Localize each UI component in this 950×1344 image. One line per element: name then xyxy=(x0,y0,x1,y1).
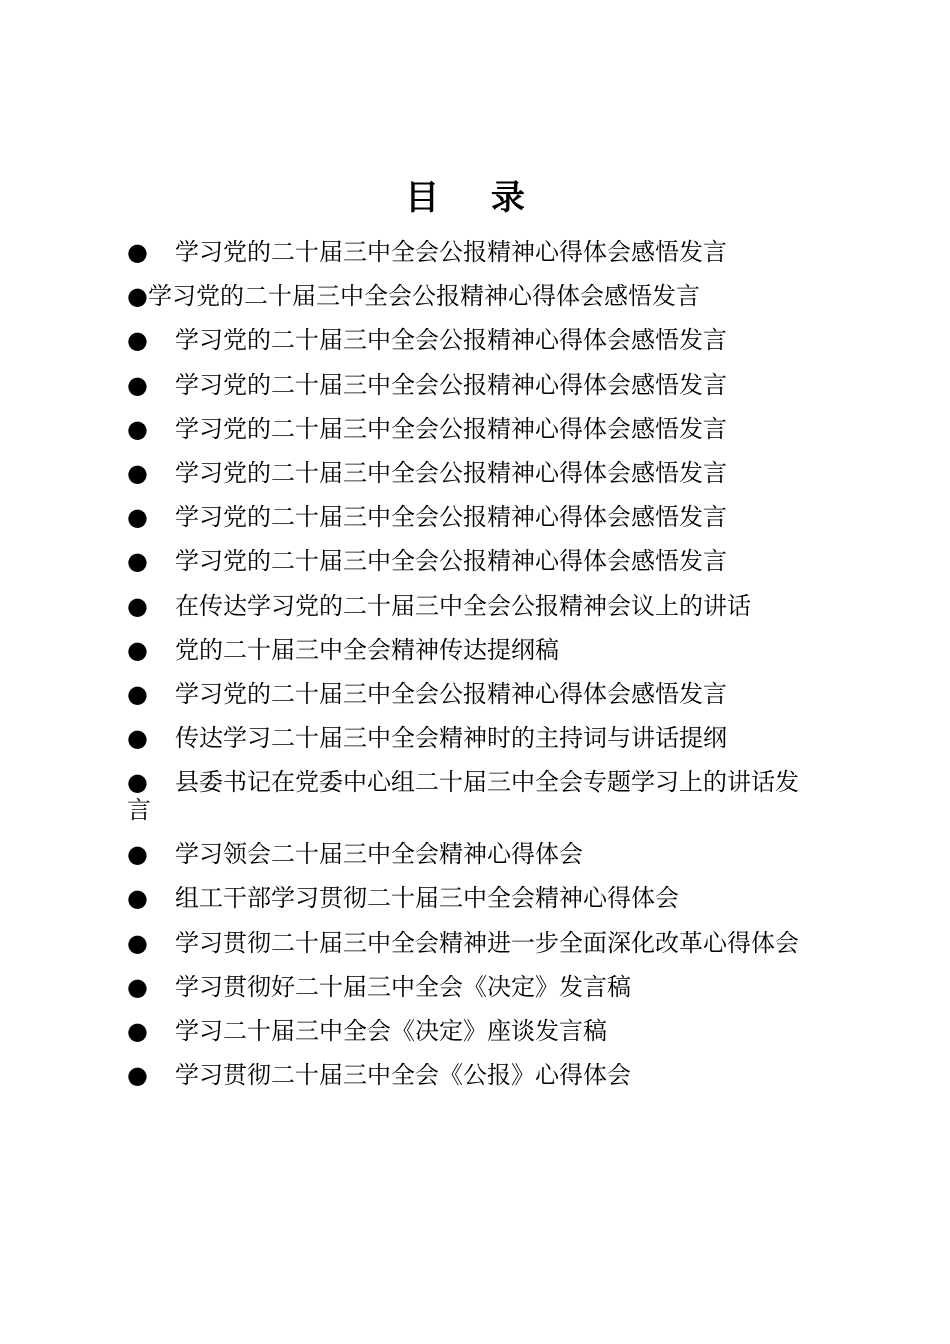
toc-item xyxy=(127,503,807,531)
toc-item-text: 学习党的二十届三中全会公报精神心得体会感悟发言 xyxy=(175,458,727,487)
toc-title: 目 录 xyxy=(405,178,545,218)
bullet-icon: ● xyxy=(127,928,148,957)
toc-item xyxy=(127,371,807,399)
toc-item-text: 学习党的二十届三中全会公报精神心得体会感悟发言 xyxy=(175,238,727,266)
toc-item xyxy=(127,768,807,824)
bullet-icon: ● xyxy=(127,238,148,266)
toc-item-text: 传达学习二十届三中全会精神时的主持词与讲话提纲 xyxy=(175,724,727,753)
bullet-icon: ● xyxy=(127,884,148,913)
toc-item-text: 学习二十届三中全会《决定》座谈发言稿 xyxy=(175,1016,607,1045)
bullet-icon: ● xyxy=(127,635,148,664)
toc-item xyxy=(127,680,807,708)
toc-item xyxy=(127,840,807,868)
bullet-icon: ● xyxy=(127,326,148,355)
toc-item xyxy=(127,282,807,310)
bullet-icon: ● xyxy=(127,282,148,311)
toc-item xyxy=(127,1017,807,1045)
toc-item xyxy=(127,884,807,912)
bullet-icon: ● xyxy=(127,458,148,487)
toc-item xyxy=(127,415,807,443)
bullet-icon: ● xyxy=(127,679,148,708)
bullet-icon: ● xyxy=(127,1061,148,1089)
bullet-icon: ● xyxy=(127,503,148,532)
bullet-icon: ● xyxy=(127,370,148,399)
toc-item-text: 组工干部学习贯彻二十届三中全会精神心得体会 xyxy=(175,884,679,913)
toc-item-text: 学习党的二十届三中全会公报精神心得体会感悟发言 xyxy=(175,326,727,355)
bullet-icon: ● xyxy=(127,840,148,869)
toc-item-text: 学习党的二十届三中全会公报精神心得体会感悟发言 xyxy=(175,414,727,443)
bullet-icon: ● xyxy=(127,547,148,576)
toc-item-text: 学习贯彻二十届三中全会精神进一步全面深化改革心得体会 xyxy=(175,928,799,957)
toc-item xyxy=(127,547,807,575)
toc-item-text: 党的二十届三中全会精神传达提纲稿 xyxy=(175,635,559,664)
bullet-icon: ● xyxy=(127,414,148,443)
bullet-icon: ● xyxy=(127,724,148,753)
toc-list xyxy=(127,238,807,1105)
toc-item-text: 学习贯彻好二十届三中全会《决定》发言稿 xyxy=(175,972,631,1001)
bullet-icon: ● xyxy=(127,591,148,620)
toc-item-text: 县委书记在党委中心组二十届三中全会专题学习上的讲话发言 xyxy=(127,768,799,825)
toc-item-text: 在传达学习党的二十届三中全会公报精神会议上的讲话 xyxy=(175,591,751,620)
toc-item-text: 学习党的二十届三中全会公报精神心得体会感悟发言 xyxy=(147,282,700,311)
toc-item xyxy=(127,724,807,752)
bullet-icon: ● xyxy=(127,1016,148,1045)
toc-item-text: 学习党的二十届三中全会公报精神心得体会感悟发言 xyxy=(175,370,727,399)
bullet-icon: ● xyxy=(127,768,148,797)
toc-item xyxy=(127,636,807,664)
toc-item xyxy=(127,238,807,266)
toc-item xyxy=(127,459,807,487)
toc-item xyxy=(127,592,807,620)
toc-item xyxy=(127,326,807,354)
toc-item xyxy=(127,1061,807,1089)
toc-item xyxy=(127,973,807,1001)
toc-item-text: 学习贯彻二十届三中全会《公报》心得体会 xyxy=(175,1061,631,1089)
bullet-icon: ● xyxy=(127,972,148,1001)
toc-item-text: 学习党的二十届三中全会公报精神心得体会感悟发言 xyxy=(175,503,727,532)
toc-item xyxy=(127,929,807,957)
toc-item-text: 学习领会二十届三中全会精神心得体会 xyxy=(175,840,583,869)
toc-item-text: 学习党的二十届三中全会公报精神心得体会感悟发言 xyxy=(175,547,727,576)
toc-item-text: 学习党的二十届三中全会公报精神心得体会感悟发言 xyxy=(175,679,727,708)
